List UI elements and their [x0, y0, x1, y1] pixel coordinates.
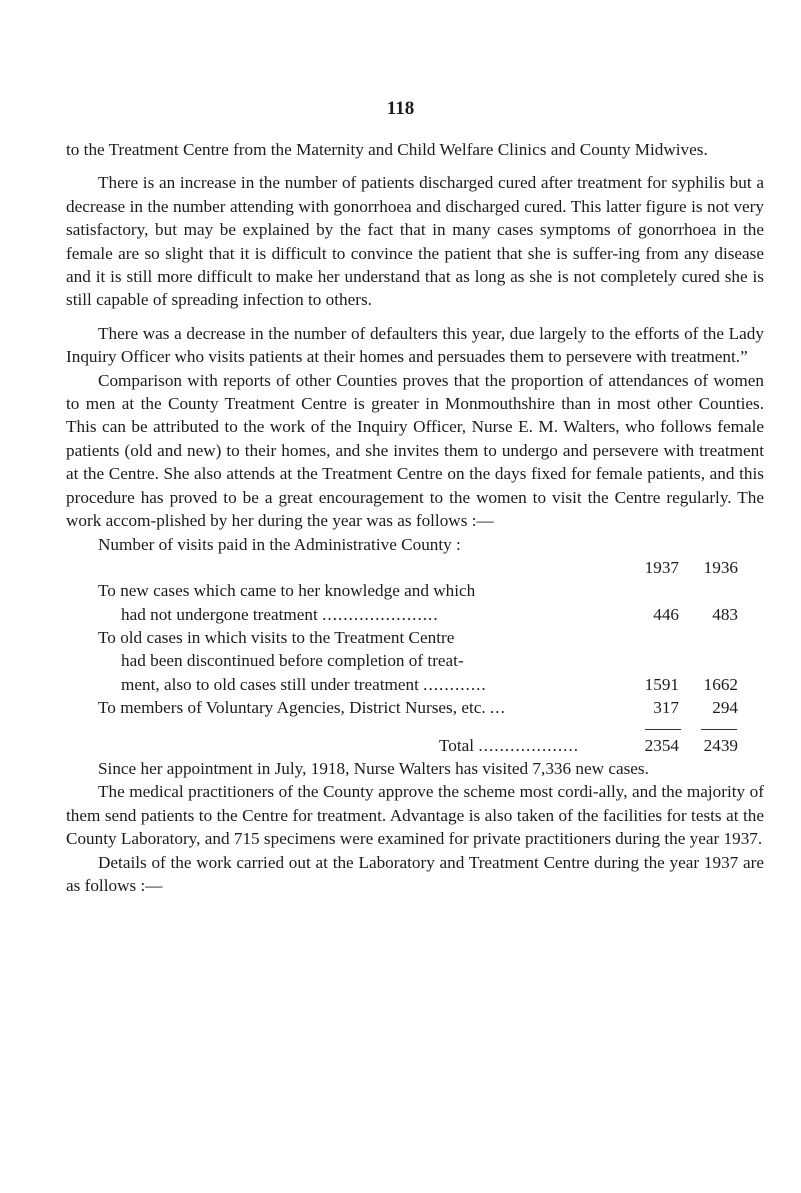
- table-row: [66, 626, 764, 696]
- table-row: [66, 696, 764, 719]
- value-1937: 1591: [644, 674, 679, 694]
- table-header-row: [66, 556, 764, 579]
- total-1936: 2439: [703, 735, 738, 755]
- value-1937: 446: [653, 604, 679, 624]
- visits-table: [66, 556, 764, 757]
- column-header-1937: 1937: [644, 557, 679, 577]
- total-1937: 2354: [644, 735, 679, 755]
- row-label-line: ment, also to old cases still under treatment ............ 1591 1662: [66, 673, 764, 696]
- total-label: Total: [439, 735, 475, 755]
- row-label-line: To old cases in which visits to the Treatment Centre: [98, 628, 455, 648]
- column-header-1936: 1936: [703, 557, 738, 577]
- paragraph-appointment: Since her appointment in July, 1918, Nurse Walters has visited 7,336 new cases.: [98, 759, 649, 779]
- paragraph-continuation: to the Treatment Centre from the Maternity and Child Welfare Clinics and County Midwives.: [66, 140, 708, 159]
- total-rules: [66, 720, 764, 734]
- row-label-line: To members of Voluntary Agencies, District Nurses, etc. ... 317 294: [66, 696, 764, 719]
- total-rule-1937: [645, 729, 681, 730]
- paragraph-defaulters: There was a decrease in the number of defaulters this year, due largely to the efforts of the Lady Inquiry Officer who visits patients at their homes and persuades them to persevere with treatment.”: [66, 323, 764, 367]
- row-label-line: had been discontinued before completion of treat-: [121, 651, 464, 671]
- page-number: 118: [386, 98, 415, 119]
- row-label-line: To new cases which came to her knowledge and which: [98, 581, 476, 601]
- row-label-line: had not undergone treatment ...................... 446 483: [66, 603, 764, 626]
- total-row: Total ................... 2354 2439: [66, 734, 764, 757]
- total-rule-1936: [701, 729, 737, 730]
- paragraph-visits-intro: Number of visits paid in the Administrative County :: [98, 534, 461, 554]
- paragraph-syphilis-gonorrhoea: There is an increase in the number of patients discharged cured after treatment for syphilis but a decrease in the number attending with gonorrhoea and discharged cured. This latter figure is not very satisfactory, but may be explained by the fact that in many cases symptoms of gonorrhoea in the female are so slight that it is difficult to convince the patient that she is suffer-ing from any disease and it is still more difficult to make her understand that as long as she is not completely cured she is still capable of spreading infection to others.: [66, 173, 764, 310]
- value-1936: 483: [712, 604, 738, 624]
- paragraph-details: Details of the work carried out at the Laboratory and Treatment Centre during the year 1937 are as follows :—: [66, 852, 764, 896]
- value-1936: 1662: [703, 674, 738, 694]
- value-1936: 294: [712, 698, 738, 718]
- paragraph-comparison: Comparison with reports of other Counties proves that the proportion of attendances of women to men at the County Treatment Centre is greater in Monmouthshire than in most other Counties. This can be attributed to the work of the Inquiry Officer, Nurse E. M. Walters, who follows female patients (old and new) to their homes, and she invites them to undergo and persevere with treatment at the Centre. She also attends at the Treatment Centre on the days fixed for female patients, and this procedure has proved to be a great encouragement to the women to visit the Centre regularly. The work accom-plished by her during the year was as follows :—: [66, 370, 764, 531]
- value-1937: 317: [653, 698, 679, 718]
- paragraph-practitioners: The medical practitioners of the County approve the scheme most cordi-ally, and the majority of them send patients to the Centre for treatment. Advantage is also taken of the facilities for tests at the County Laboratory, and 715 specimens were examined for private practitioners during the year 1937.: [66, 782, 764, 849]
- body-text: [66, 138, 764, 897]
- table-row: [66, 579, 764, 626]
